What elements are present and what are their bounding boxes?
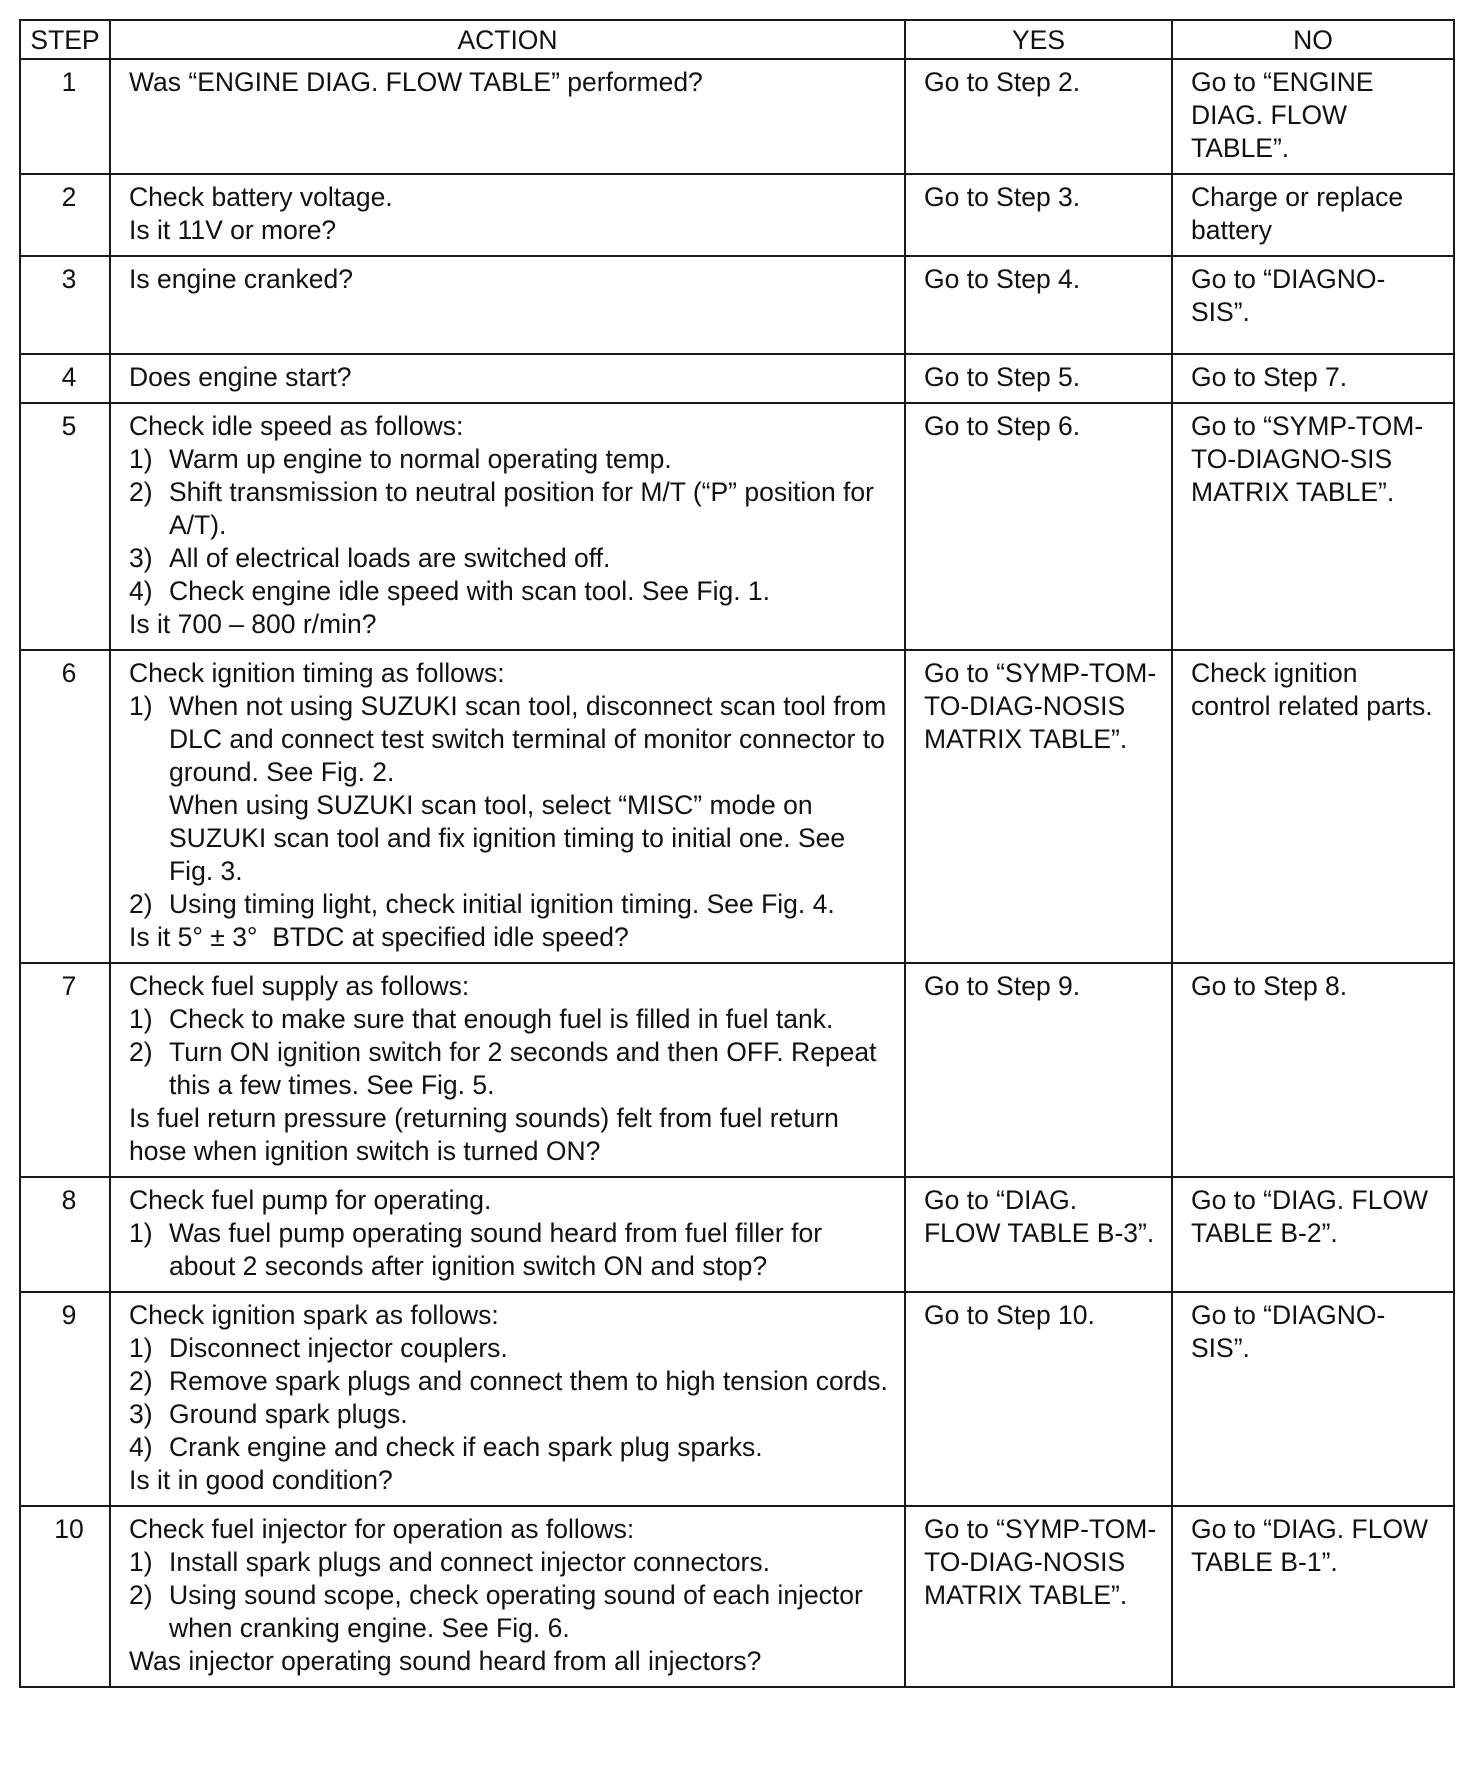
action-cell [110, 1292, 905, 1506]
substep-text: Using timing light, check initial ignition timing. See Fig. 4. [169, 889, 835, 919]
substep-text: Using sound scope, check operating sound of each injector when cranking engine. See Fig. 6. [169, 1580, 863, 1643]
table-row [20, 1292, 1454, 1506]
action-text: Is fuel return pressure (returning sounds) felt from fuel return hose when ignition switch is turned ON? [129, 1103, 847, 1166]
no-outcome: Go to “ENGINE DIAG. FLOW TABLE”. [1172, 59, 1454, 174]
substep-number: 1) [129, 444, 153, 474]
action-substep [129, 1003, 894, 1036]
yes-outcome: Go to “SYMP-TOM-TO-DIAG-NOSIS MATRIX TABLE”. [905, 650, 1172, 963]
action-substep [129, 1332, 894, 1365]
table-row [20, 1177, 1454, 1292]
step-number: 6 [20, 650, 110, 963]
action-cell [110, 354, 905, 403]
header-step: STEP [20, 20, 110, 59]
step-number: 5 [20, 403, 110, 650]
substep-number: 1) [129, 1547, 153, 1577]
diagnostic-flow-table [19, 19, 1455, 1688]
substep-text: Remove spark plugs and connect them to high tension cords. [169, 1366, 888, 1396]
action-substep [129, 1365, 894, 1398]
substep-number: 4) [129, 576, 153, 606]
action-text: Is it 5° ± 3° BTDC at specified idle speed? [129, 922, 629, 952]
no-outcome: Go to Step 8. [1172, 963, 1454, 1177]
action-substep [129, 476, 894, 542]
table-row [20, 650, 1454, 963]
action-cell [110, 403, 905, 650]
action-cell [110, 174, 905, 256]
yes-outcome: Go to “SYMP-TOM-TO-DIAG-NOSIS MATRIX TABLE”. [905, 1506, 1172, 1687]
action-substep [129, 542, 894, 575]
substep-number: 4) [129, 1432, 153, 1462]
header-no: NO [1172, 20, 1454, 59]
substep-number: 2) [129, 1037, 153, 1067]
header-action: ACTION [110, 20, 905, 59]
no-outcome: Go to “DIAGNO-SIS”. [1172, 256, 1454, 354]
substep-number: 1) [129, 691, 153, 721]
action-continuation: When using SUZUKI scan tool, select “MISC” mode on SUZUKI scan tool and fix ignition timing to initial one. See Fig. 3. [169, 790, 846, 886]
action-text: Was “ENGINE DIAG. FLOW TABLE” performed? [129, 67, 703, 97]
action-substep [129, 1579, 894, 1645]
action-substep [129, 888, 894, 921]
no-outcome: Check ignition control related parts. [1172, 650, 1454, 963]
action-text: Check ignition timing as follows: [129, 658, 505, 688]
step-number: 10 [20, 1506, 110, 1687]
no-outcome: Go to “SYMP-TOM-TO-DIAGNO-SIS MATRIX TABLE”. [1172, 403, 1454, 650]
action-cell [110, 59, 905, 174]
substep-number: 1) [129, 1004, 153, 1034]
no-outcome: Go to “DIAGNO-SIS”. [1172, 1292, 1454, 1506]
table-row [20, 256, 1454, 354]
substep-number: 2) [129, 1580, 153, 1610]
step-number: 3 [20, 256, 110, 354]
substep-number: 1) [129, 1218, 153, 1248]
action-text: Check battery voltage. [129, 182, 393, 212]
action-cell [110, 256, 905, 354]
table-row [20, 354, 1454, 403]
substep-text: Install spark plugs and connect injector connectors. [169, 1547, 770, 1577]
substep-text: When not using SUZUKI scan tool, disconnect scan tool from DLC and connect test switch terminal of monitor connector to ground. See Fig. 2. [169, 691, 887, 787]
action-text: Is it in good condition? [129, 1465, 393, 1495]
step-number: 1 [20, 59, 110, 174]
action-text: Check fuel injector for operation as follows: [129, 1514, 635, 1544]
table-header-row [20, 20, 1454, 59]
substep-text: Check to make sure that enough fuel is filled in fuel tank. [169, 1004, 834, 1034]
yes-outcome: Go to Step 6. [905, 403, 1172, 650]
substep-number: 3) [129, 543, 153, 573]
substep-number: 2) [129, 1366, 153, 1396]
action-substep [129, 1431, 894, 1464]
substep-text: All of electrical loads are switched off. [169, 543, 611, 573]
step-number: 2 [20, 174, 110, 256]
yes-outcome: Go to Step 3. [905, 174, 1172, 256]
action-text: Does engine start? [129, 362, 352, 392]
yes-outcome: Go to Step 9. [905, 963, 1172, 1177]
substep-number: 2) [129, 889, 153, 919]
substep-text: Warm up engine to normal operating temp. [169, 444, 672, 474]
action-text: Check ignition spark as follows: [129, 1300, 499, 1330]
step-number: 9 [20, 1292, 110, 1506]
header-yes: YES [905, 20, 1172, 59]
action-substep [129, 1546, 894, 1579]
action-cell [110, 650, 905, 963]
action-text: Is it 700 – 800 r/min? [129, 609, 377, 639]
no-outcome: Charge or replace battery [1172, 174, 1454, 256]
action-substep [129, 1398, 894, 1431]
action-substep [129, 575, 894, 608]
table-body [20, 59, 1454, 1687]
action-substep [129, 690, 894, 789]
no-outcome: Go to “DIAG. FLOW TABLE B-1”. [1172, 1506, 1454, 1687]
substep-text: Check engine idle speed with scan tool. See Fig. 1. [169, 576, 771, 606]
action-text: Was injector operating sound heard from all injectors? [129, 1646, 762, 1676]
action-text: Is engine cranked? [129, 264, 353, 294]
action-cell [110, 1506, 905, 1687]
table-row [20, 59, 1454, 174]
action-text: Is it 11V or more? [129, 215, 337, 245]
step-number: 8 [20, 1177, 110, 1292]
action-substep [129, 1217, 894, 1283]
yes-outcome: Go to Step 10. [905, 1292, 1172, 1506]
substep-number: 3) [129, 1399, 153, 1429]
no-outcome: Go to Step 7. [1172, 354, 1454, 403]
table-row [20, 403, 1454, 650]
action-text: Check fuel pump for operating. [129, 1185, 492, 1215]
yes-outcome: Go to Step 2. [905, 59, 1172, 174]
no-outcome: Go to “DIAG. FLOW TABLE B-2”. [1172, 1177, 1454, 1292]
substep-text: Turn ON ignition switch for 2 seconds and then OFF. Repeat this a few times. See Fig. 5. [169, 1037, 877, 1100]
action-substep [129, 1036, 894, 1102]
diagnostic-flow-sheet [19, 19, 1453, 1688]
action-text: Check idle speed as follows: [129, 411, 464, 441]
action-cell [110, 1177, 905, 1292]
table-row [20, 963, 1454, 1177]
action-text: Check fuel supply as follows: [129, 971, 470, 1001]
yes-outcome: Go to Step 4. [905, 256, 1172, 354]
action-substep [129, 443, 894, 476]
yes-outcome: Go to Step 5. [905, 354, 1172, 403]
substep-number: 2) [129, 477, 153, 507]
substep-text: Crank engine and check if each spark plug sparks. [169, 1432, 763, 1462]
substep-text: Shift transmission to neutral position for M/T (“P” position for A/T). [169, 477, 874, 540]
table-row [20, 174, 1454, 256]
substep-text: Disconnect injector couplers. [169, 1333, 508, 1363]
table-row [20, 1506, 1454, 1687]
substep-text: Ground spark plugs. [169, 1399, 408, 1429]
substep-text: Was fuel pump operating sound heard from fuel filler for about 2 seconds after ignition switch ON and stop? [169, 1218, 823, 1281]
step-number: 7 [20, 963, 110, 1177]
substep-number: 1) [129, 1333, 153, 1363]
yes-outcome: Go to “DIAG. FLOW TABLE B-3”. [905, 1177, 1172, 1292]
action-cell [110, 963, 905, 1177]
step-number: 4 [20, 354, 110, 403]
